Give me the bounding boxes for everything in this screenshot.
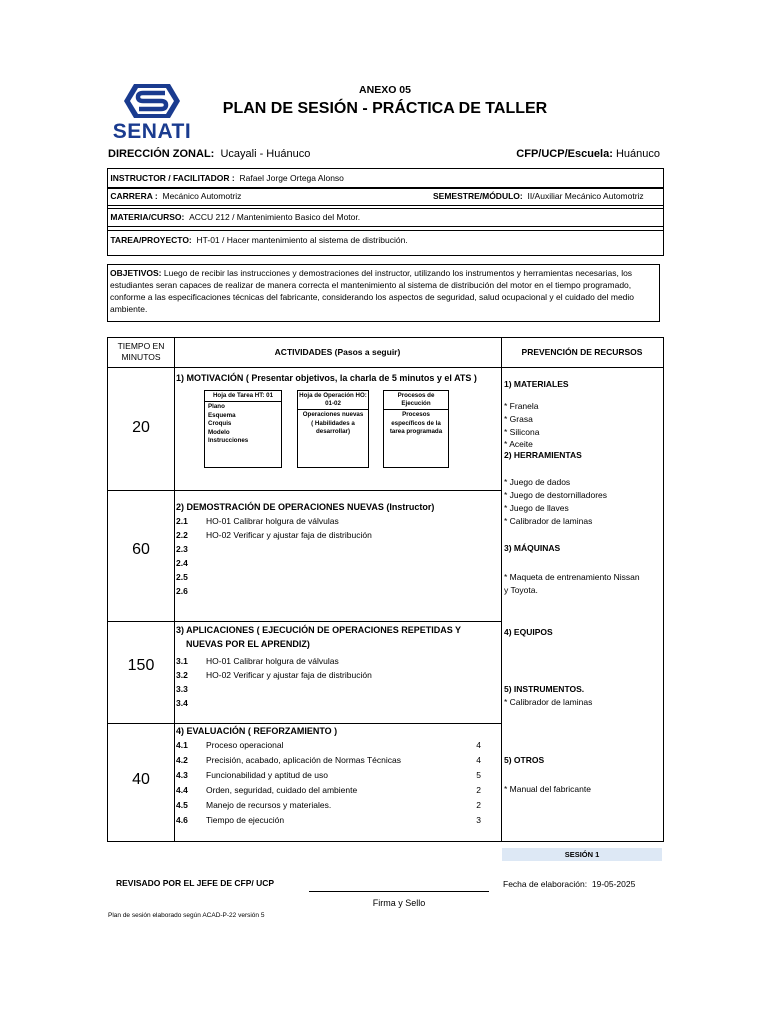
row-divider	[108, 490, 501, 491]
list-item	[176, 542, 496, 556]
list-item	[176, 556, 496, 570]
objetivos-text: Luego de recibir las instrucciones y demostraciones del instructor, utilizando los instrumentos y herramientas necesarias, los estudiantes seran capaces de realizar de manera correcta el mantenimiento al sistema de distribución del motor en el tiempo programado, conforme a las especificaciones técnicas del fabricante, considerando los aspectos de seguridad, salud ocupacional y el cuidado del medio ambiente.	[110, 268, 635, 314]
list-item	[176, 654, 496, 668]
senati-logo	[108, 82, 196, 143]
eval-score: 5	[476, 770, 481, 780]
hoja-operacion-body: Operaciones nuevas ( Habilidades a desarrollar)	[302, 411, 364, 435]
eval-item	[176, 798, 496, 812]
item-number: 3.2	[176, 670, 188, 680]
list-item	[176, 696, 496, 710]
resource-item: * Juego de llaves	[504, 503, 569, 513]
item-number: 4.1	[176, 740, 188, 750]
item-text: HO-01 Calibrar holgura de válvulas	[206, 516, 339, 526]
evaluacion-title: 4) EVALUACIÓN ( REFORZAMIENTO )	[176, 726, 338, 736]
eval-score: 2	[476, 800, 481, 810]
resource-item: * Aceite	[504, 439, 533, 449]
info-divider	[108, 208, 663, 209]
footer-note: Plan de sesión elaborado según ACAD-P-22 versión 5	[108, 912, 265, 919]
eval-score: 4	[476, 740, 481, 750]
fecha-label: Fecha de elaboración:	[503, 879, 588, 889]
resource-item: * Juego de destornilladores	[504, 490, 608, 500]
direccion-zonal	[108, 148, 310, 160]
item-number: 2.2	[176, 530, 188, 540]
instructor-row	[108, 169, 663, 188]
procesos-body: Procesos específicos de la tarea programada	[389, 411, 443, 435]
info-divider	[108, 230, 663, 231]
objetivos-label: OBJETIVOS:	[110, 268, 162, 278]
hoja-operacion-header: Hoja de Operación HO: 01-02	[298, 391, 368, 410]
resource-item: * Silicona	[504, 427, 540, 437]
otros-title: 5) OTROS	[504, 755, 545, 765]
eval-item	[176, 813, 496, 827]
maquinas-title: 3) MÁQUINAS	[504, 543, 561, 553]
eval-item	[176, 783, 496, 797]
materia-label: MATERIA/CURSO:	[110, 212, 185, 222]
time-value: 150	[127, 657, 155, 674]
col-divider	[174, 338, 175, 841]
time-value: 40	[132, 771, 150, 788]
item-number: 3.3	[176, 684, 188, 694]
col-header-resources: PREVENCIÓN DE RECURSOS	[521, 347, 643, 357]
eval-score: 4	[476, 755, 481, 765]
resource-item: * Maqueta de entrenamiento Nissan	[504, 572, 640, 582]
item-number: 4.5	[176, 800, 188, 810]
resource-item: y Toyota.	[504, 585, 538, 595]
item-number: 2.5	[176, 572, 188, 582]
item-text: Proceso operacional	[206, 740, 284, 750]
item-number: 2.1	[176, 516, 188, 526]
resource-item: * Calibrador de laminas	[504, 697, 593, 707]
sesion-badge: SESIÓN 1	[502, 848, 662, 861]
hoja-tarea-header: Hoja de Tarea HT: 01	[205, 391, 281, 402]
item-number: 4.3	[176, 770, 188, 780]
procesos-header: Procesos de Ejecución	[384, 391, 448, 410]
eval-item	[176, 738, 496, 752]
time-value: 60	[132, 541, 150, 558]
materiales-title: 1) MATERIALES	[504, 379, 569, 389]
tarea-label: TAREA/PROYECTO:	[110, 235, 192, 245]
list-item	[176, 668, 496, 682]
hoja-tarea-box	[204, 390, 282, 468]
col-header-time: TIEMPO EN MINUTOS	[117, 341, 165, 362]
materia-row	[108, 208, 663, 227]
item-number: 4.6	[176, 815, 188, 825]
aplicaciones-title: 3) APLICACIONES ( EJECUCIÓN DE OPERACIONES REPETIDAS Y	[176, 625, 462, 635]
eval-score: 3	[476, 815, 481, 825]
aplicaciones-title-cont: NUEVAS POR EL APRENDIZ)	[186, 639, 310, 649]
item-number: 4.2	[176, 755, 188, 765]
col-header-activities: ACTIVIDADES (Pasos a seguir)	[274, 347, 401, 357]
item-text: HO-02 Verificar y ajustar faja de distribución	[206, 530, 372, 540]
list-item	[176, 528, 496, 542]
hoja-operacion-box	[297, 390, 369, 468]
direccion-zonal-label: DIRECCIÓN ZONAL:	[108, 148, 215, 160]
cfp-label: CFP/UCP/Escuela:	[516, 148, 613, 160]
item-text: Orden, seguridad, cuidado del ambiente	[206, 785, 358, 795]
demostracion-title: 2) DEMOSTRACIÓN DE OPERACIONES NUEVAS (Instructor)	[176, 502, 435, 512]
row-divider	[108, 621, 501, 622]
list-item	[176, 570, 496, 584]
herramientas-title: 2) HERRAMIENTAS	[504, 450, 582, 460]
cfp-escuela	[516, 148, 660, 160]
semestre-label: SEMESTRE/MÓDULO:	[433, 191, 523, 201]
motivacion-title: 1) MOTIVACIÓN ( Presentar objetivos, la charla de 5 minutos y el ATS )	[176, 373, 477, 383]
info-divider	[108, 188, 663, 189]
fecha-value: 19-05-2025	[591, 879, 636, 889]
instrumentos-title: 5) INSTRUMENTOS.	[504, 684, 585, 694]
signature-line	[309, 891, 489, 892]
eval-item	[176, 753, 496, 767]
item-number: 3.4	[176, 698, 188, 708]
time-value: 20	[132, 419, 150, 436]
eval-score: 2	[476, 785, 481, 795]
item-text: HO-01 Calibrar holgura de válvulas	[206, 656, 339, 666]
item-text: Manejo de recursos y materiales.	[206, 800, 332, 810]
item-text: Precisión, acabado, aplicación de Normas Técnicas	[206, 755, 401, 765]
resource-item: * Manual del fabricante	[504, 784, 591, 794]
direccion-zonal-value: Ucayali - Huánuco	[220, 148, 311, 160]
materia-value: ACCU 212 / Mantenimiento Basico del Motor.	[189, 212, 361, 222]
page-title: PLAN DE SESIÓN - PRÁCTICA DE TALLER	[222, 100, 548, 117]
fecha-elaboracion	[503, 879, 635, 889]
header-divider	[108, 367, 663, 368]
carrera-row	[108, 187, 663, 206]
instructor-value: Rafael Jorge Ortega Alonso	[239, 173, 344, 183]
cfp-value: Huánuco	[615, 148, 660, 160]
item-text: Funcionabilidad y aptitud de uso	[206, 770, 328, 780]
semestre-value: II/Auxiliar Mecánico Automotriz	[527, 191, 644, 201]
eval-item	[176, 768, 496, 782]
tarea-row	[108, 231, 663, 249]
equipos-title: 4) EQUIPOS	[504, 627, 553, 637]
logo-text: SENATI	[112, 120, 192, 143]
resource-item: * Juego de dados	[504, 477, 571, 487]
instructor-label: INSTRUCTOR / FACILITADOR :	[110, 173, 235, 183]
resource-item: * Franela	[504, 401, 539, 411]
tarea-value: HT-01 / Hacer mantenimiento al sistema de distribución.	[196, 235, 408, 245]
annex-label: ANEXO 05	[359, 84, 411, 96]
col-divider	[501, 338, 502, 841]
row-divider	[108, 723, 501, 724]
item-number: 2.4	[176, 558, 188, 568]
info-table	[107, 168, 664, 256]
carrera-label: CARRERA :	[110, 191, 158, 201]
item-number: 2.3	[176, 544, 188, 554]
procesos-box	[383, 390, 449, 468]
item-text: HO-02 Verificar y ajustar faja de distribución	[206, 670, 372, 680]
item-number: 3.1	[176, 656, 188, 666]
list-item	[176, 514, 496, 528]
senati-emblem-icon	[108, 82, 196, 122]
resource-item: * Calibrador de laminas	[504, 516, 593, 526]
list-item	[176, 584, 496, 598]
list-item	[176, 682, 496, 696]
firma-label: Firma y Sello	[372, 898, 426, 908]
revisado-label: REVISADO POR EL JEFE DE CFP/ UCP	[116, 878, 275, 888]
carrera-value: Mecánico Automotriz	[162, 191, 242, 201]
resource-item: * Grasa	[504, 414, 533, 424]
item-text: Tiempo de ejecución	[206, 815, 285, 825]
session-table	[107, 337, 664, 842]
objetivos-box	[107, 264, 660, 322]
hoja-tarea-body: Plano Esquema Croquis Modelo Instrucciones	[208, 403, 249, 444]
item-number: 2.6	[176, 586, 188, 596]
semestre-cell	[433, 187, 644, 205]
item-number: 4.4	[176, 785, 188, 795]
